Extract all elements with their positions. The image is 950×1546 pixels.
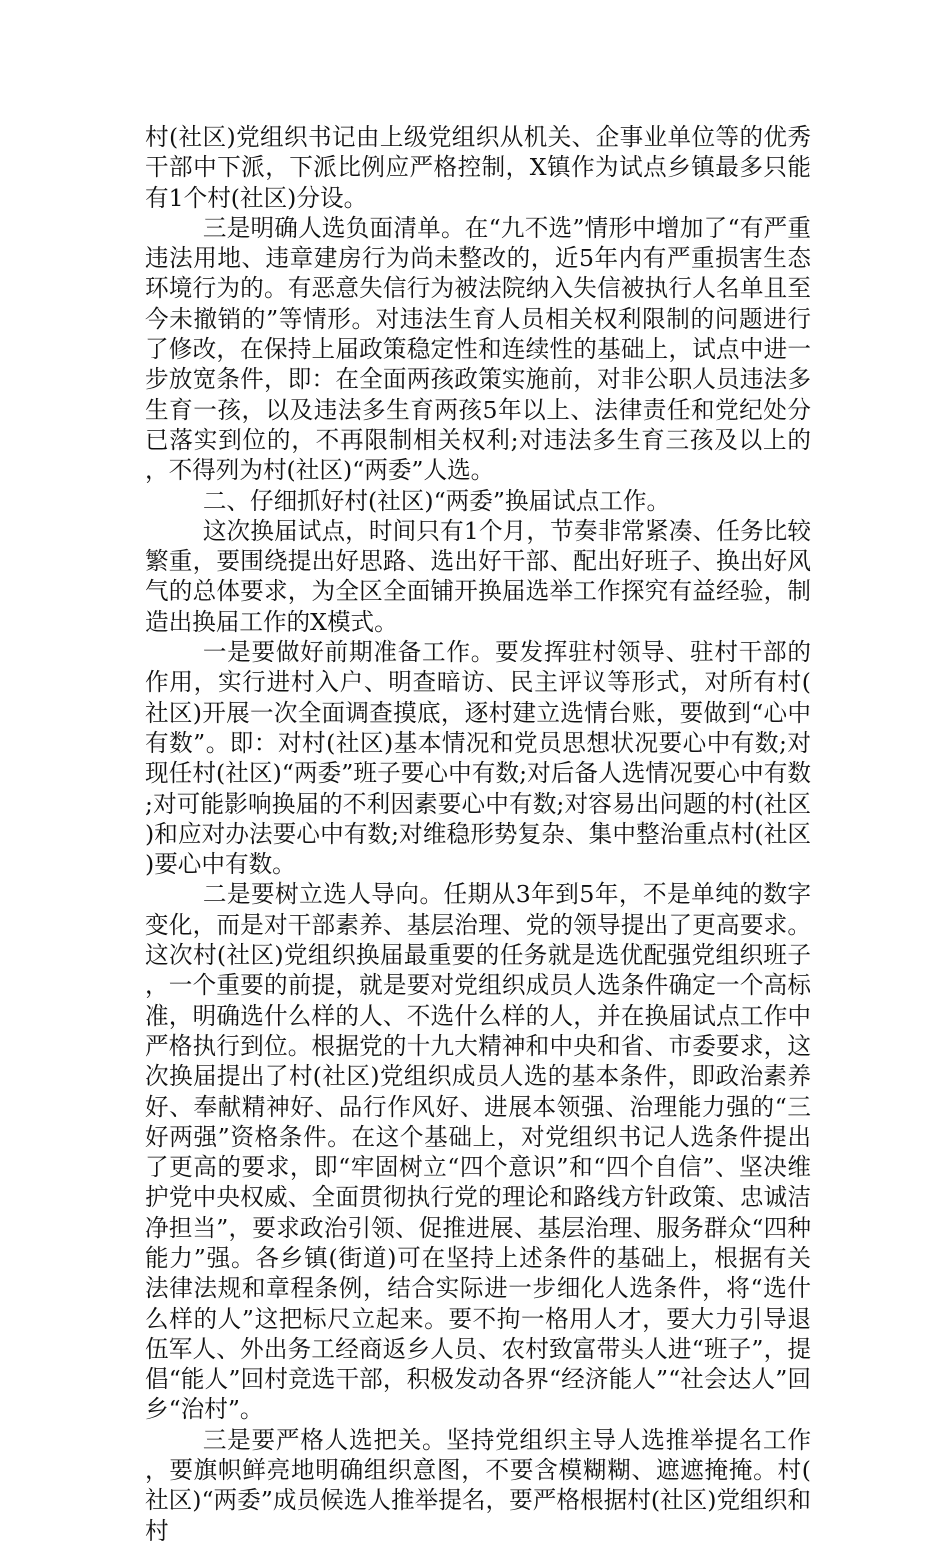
paragraph-preparation: 一是要做好前期准备工作。要发挥驻村领导、驻村干部的作用，实行进村入户、明查暗访、民主评议等形式，对所有村(社区)开展一次全面调查摸底，逐村建立选情台账，要做到“心中有数”。即：对村(社区)基本情况和党员思想状况要心中有数;对现任村(社区)“两委”班子要心中有数;对后备人选情况要心中有数;对可能影响换届的不利因素要心中有数;对容易出问题的村(社区)和应对办法要心中有数;对维稳形势复杂、集中整治重点村(社区)要心中有数。 xyxy=(145,638,811,879)
paragraph-continuation: 村(社区)党组织书记由上级党组织从机关、企事业单位等的优秀干部中下派，下派比例应严格控制，X镇作为试点乡镇最多只能有1个村(社区)分设。 xyxy=(145,123,811,212)
section-heading-pilot-work: 二、仔细抓好村(社区)“两委”换届试点工作。 xyxy=(202,486,671,515)
paragraph-negative-list: 三是明确人选负面清单。在“九不选”情形中增加了“有严重违法用地、违章建房行为尚未整改的，近5年内有严重损害生态环境行为的。有恶意失信行为被法院纳入失信被执行人名单且至今未撤销的”等情形。对违法生育人员相关权利限制的问题进行了修改，在保持上届政策稳定性和连续性的基础上，试点中进一步放宽条件，即：在全面两孩政策实施前，对非公职人员违法多生育一孩，以及违法多生育两孩5年以上、法律责任和党纪处分已落实到位的，不再限制相关权利;对违法多生育三孩及以上的，不得列为村(社区)“两委”人选。 xyxy=(145,213,811,485)
document-page xyxy=(145,122,811,1546)
paragraph-selection-orientation: 二是要树立选人导向。任期从3年到5年，不是单纯的数字变化，而是对干部素养、基层治理、党的领导提出了更高要求。这次村(社区)党组织换届最重要的任务就是选优配强党组织班子，一个重要的前提，就是要对党组织成员人选条件确定一个高标准，明确选什么样的人、不选什么样的人，并在换届试点工作中严格执行到位。根据党的十九大精神和中央和省、市委要求，这次换届提出了村(社区)党组织成员人选的基本条件，即政治素养好、奉献精神好、品行作风好、进展本领强、治理能力强的“三好两强”资格条件。在这个基础上，对党组织书记人选条件提出了更高的要求，即“牢固树立“四个意识”和“四个自信”、坚决维护党中央权威、全面贯彻执行党的理论和路线方针政策、忠诚洁净担当”，要求政治引领、促推进展、基层治理、服务群众“四种能力”强。各乡镇(街道)可在坚持上述条件的基础上，根据有关法律法规和章程条例，结合实际进一步细化人选条件，将“选什么样的人”这把标尺立起来。要不拘一格用人才，要大力引导退伍军人、外出务工经商返乡人员、农村致富带头人进“班子”，提倡“能人”回村竞选干部，积极发动各界“经济能人”“社会达人”回乡“治村”。 xyxy=(145,880,811,1424)
paragraph-strict-vetting: 三是要严格人选把关。坚持党组织主导人选推举提名工作，要旗帜鲜亮地明确组织意图，不要含模糊糊、遮遮掩掩。村(社区)“两委”成员候选人推举提名，要严格根据村(社区)党组织和村 xyxy=(145,1425,811,1545)
paragraph-pilot-overview: 这次换届试点，时间只有1个月，节奏非常紧凑、任务比较繁重，要围绕提出好思路、选出好干部、配出好班子、换出好风气的总体要求，为全区全面铺开换届选举工作探究有益经验，制造出换届工作的X模式。 xyxy=(145,516,811,636)
